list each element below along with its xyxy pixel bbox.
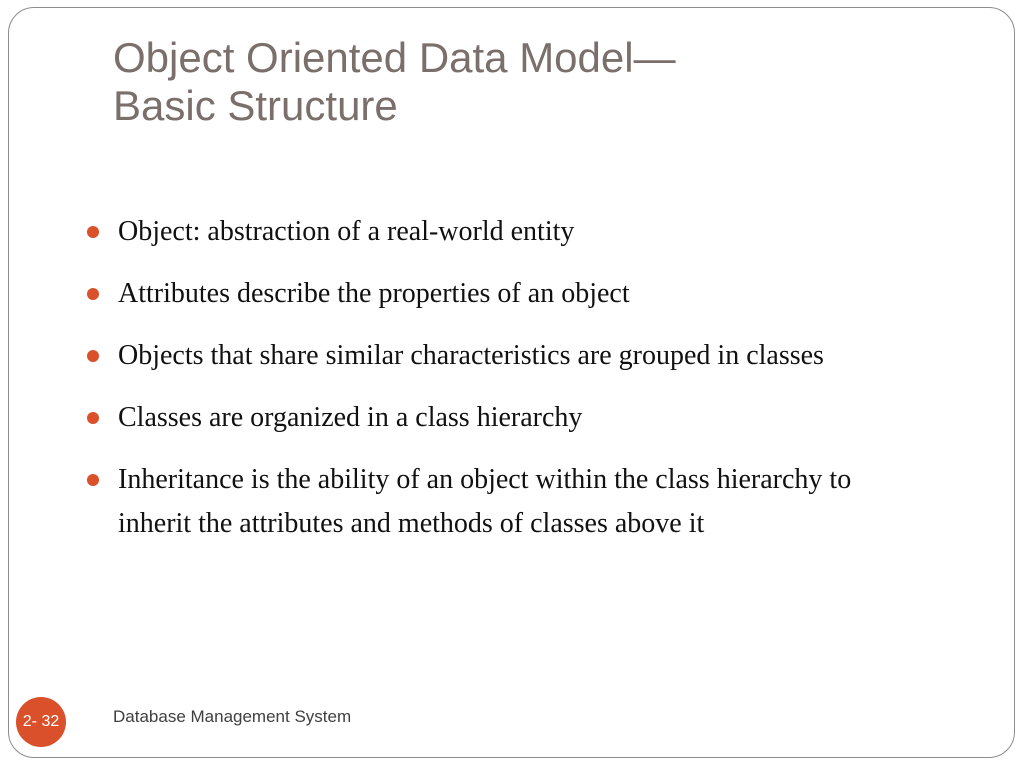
slide-title [113, 34, 913, 130]
page-number-badge [16, 697, 66, 747]
bullet-text: Objects that share similar characteristics are grouped in classes [118, 340, 824, 371]
bullet-text: Classes are organized in a class hierarchy [118, 402, 583, 433]
page-number: 2- 32 [22, 713, 60, 730]
bullet-list [87, 210, 887, 564]
bullet-item [87, 458, 887, 546]
bullet-dot-icon [87, 474, 99, 486]
bullet-item [87, 210, 887, 254]
slide-title-line-2: Basic Structure [113, 82, 398, 129]
bullet-item [87, 396, 887, 440]
slide-title-line-1: Object Oriented Data Model— [113, 34, 676, 81]
footer-text: Database Management System [113, 707, 352, 726]
bullet-dot-icon [87, 226, 99, 238]
bullet-item [87, 272, 887, 316]
bullet-text: Inheritance is the ability of an object within the class hierarchy to inherit the attributes and methods of classes above it [118, 464, 852, 539]
bullet-item [87, 334, 887, 378]
bullet-text: Attributes describe the properties of an object [118, 278, 630, 309]
bullet-text: Object: abstraction of a real-world entity [118, 216, 575, 247]
bullet-dot-icon [87, 288, 99, 300]
bullet-dot-icon [87, 412, 99, 424]
bullet-dot-icon [87, 350, 99, 362]
